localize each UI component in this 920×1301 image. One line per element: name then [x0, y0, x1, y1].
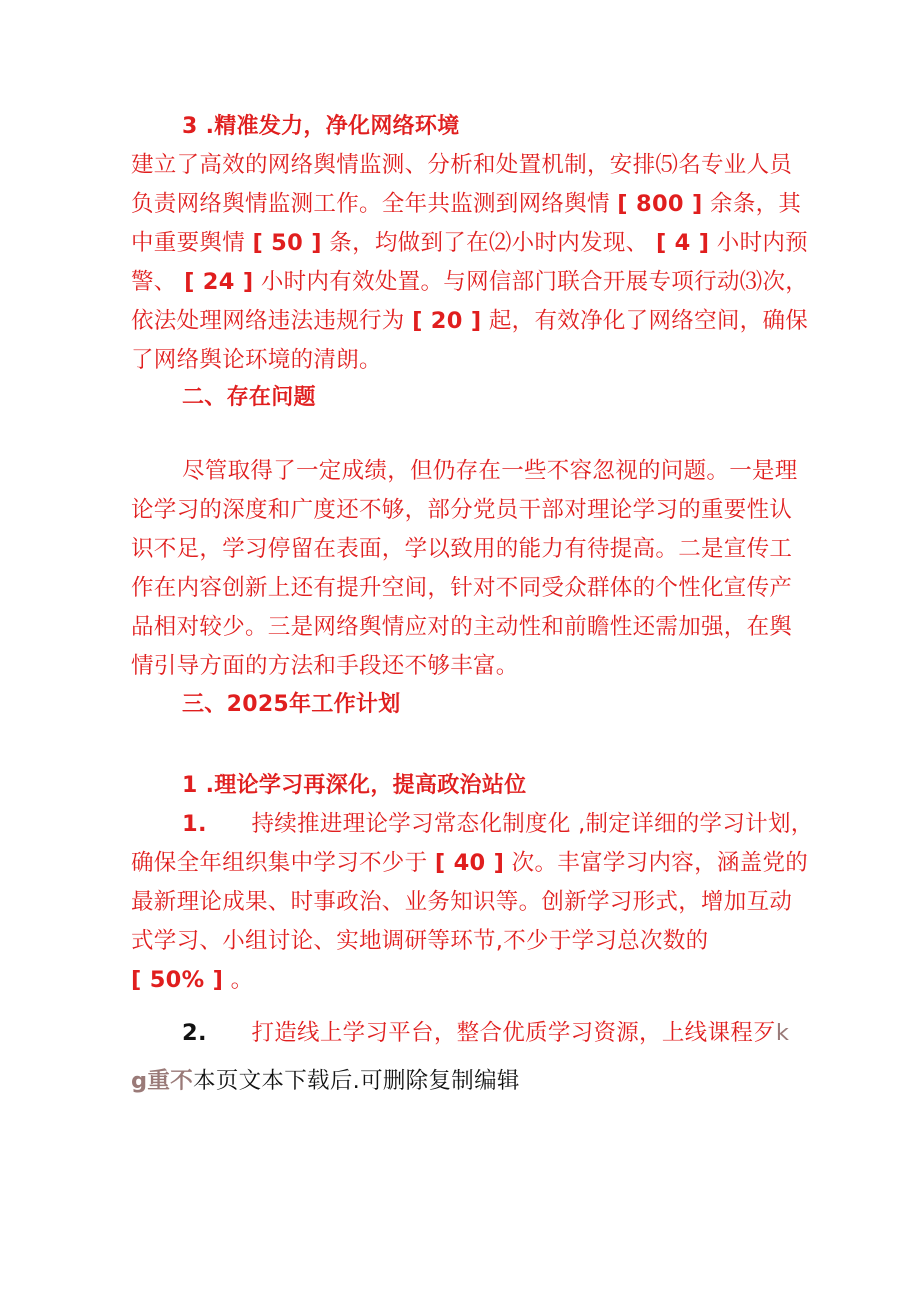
value-bracket: [ 800 ]: [617, 191, 703, 217]
paragraph-line: 建立了高效的网络舆情监测、分析和处置机制，安排⑸名专业人员: [131, 152, 793, 178]
notice-text: 本页文本下载后.可删除复制编辑: [193, 1068, 520, 1094]
section-heading-problems: 二、存在问题: [182, 385, 316, 410]
text-span: k: [775, 1020, 790, 1046]
text-span: 次。丰富学习内容，涵盖党的: [511, 850, 809, 876]
text-span: 确保全年组织集中学习不少于: [131, 850, 428, 876]
text-span: 依法处理网络违法违规行为: [131, 308, 405, 334]
text-span: 小时内有效处置。与网信部门联合开展专项行动⑶次，: [260, 269, 809, 295]
value-bracket: [ 50% ]: [131, 967, 224, 993]
section-heading-3: 3 .精准发力，净化网络环境: [182, 114, 460, 139]
value-bracket: [ 50 ]: [252, 230, 322, 256]
paragraph-line: 识不足，学习停留在表面，学以致用的能力有待提高。二是宣传工: [131, 536, 793, 562]
text-span: 余条，其: [710, 191, 802, 217]
section-heading-plan: 三、2025年工作计划: [182, 692, 401, 717]
paragraph-line: 尽管取得了一定成绩，但仍存在一些不容忽视的问题。一是理: [182, 458, 798, 484]
text-span: 。: [230, 967, 254, 993]
text-span: 负责网络舆情监测工作。全年共监测到网络舆情: [131, 191, 610, 217]
text-span: 条，均做到了在⑵小时内发现、: [329, 230, 649, 256]
list-number: 1.: [182, 811, 207, 837]
list-item-1: [182, 809, 814, 839]
paragraph-line: 情引导方面的方法和手段还不够丰富。: [131, 653, 519, 679]
faded-text: g重不: [131, 1068, 194, 1094]
text-span: 起，有效净化了网络空间，确保: [488, 308, 809, 334]
download-notice: [131, 1066, 520, 1096]
text-span: 打造线上学习平台，整合优质学习资源，上线课程歹: [251, 1020, 776, 1046]
paragraph-line: [131, 189, 801, 219]
value-bracket: [ 40 ]: [434, 850, 505, 876]
subheading-theory-study: 1 .理论学习再深化，提高政治站位: [182, 773, 527, 798]
value-bracket: [ 4 ]: [655, 230, 710, 256]
text-span: 持续推进理论学习常态化制度化 ,制定详细的学习计划，: [251, 811, 814, 837]
paragraph-line: 式学习、小组讨论、实地调研等环节,不少于学习总次数的: [131, 928, 709, 954]
paragraph-line: [131, 306, 808, 336]
paragraph-line: [131, 848, 808, 878]
paragraph-line: 论学习的深度和广度还不够，部分党员干部对理论学习的重要性认: [131, 497, 793, 523]
paragraph-line: [131, 965, 253, 995]
text-span: 警、: [131, 269, 177, 295]
paragraph-line: 了网络舆论环境的清朗。: [131, 347, 382, 373]
paragraph-line: 作在内容创新上还有提升空间，针对不同受众群体的个性化宣传产: [131, 575, 793, 601]
paragraph-line: [131, 228, 808, 258]
text-span: 中重要舆情: [131, 230, 246, 256]
paragraph-line: [131, 267, 808, 297]
list-number: 2.: [182, 1020, 207, 1046]
paragraph-line: 最新理论成果、时事政治、业务知识等。创新学习形式，增加互动: [131, 889, 793, 915]
list-item-2: [182, 1018, 789, 1048]
text-span: 小时内预: [716, 230, 808, 256]
paragraph-line: 品相对较少。三是网络舆情应对的主动性和前瞻性还需加强，在舆: [131, 614, 793, 640]
value-bracket: [ 20 ]: [412, 308, 482, 334]
value-bracket: [ 24 ]: [184, 269, 254, 295]
